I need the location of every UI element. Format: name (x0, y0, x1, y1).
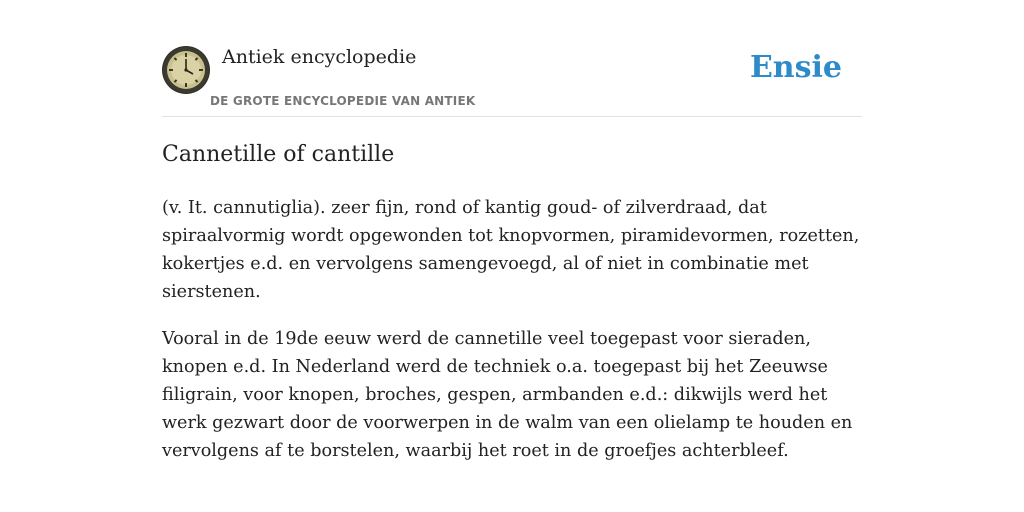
brand-logo[interactable]: Ensie (749, 50, 842, 85)
site-title[interactable]: Antiek encyclopedie (222, 46, 417, 68)
antique-clock-icon[interactable] (162, 46, 210, 94)
site-subtitle: DE GROTE ENCYCLOPEDIE VAN ANTIEK (210, 94, 476, 108)
entry-paragraph: Vooral in de 19de eeuw werd de cannetille veel toegepast voor sieraden, knopen e.d. In Nederland werd de techniek o.a. toegepast bij het Zeeuwse filigrain, voor knopen, broches, gespen, armbanden e.d.: dikwijls werd het werk gezwart door de voorwerpen in de walm van een olielamp te houden en vervolgens af te borstelen, waarbij het roet in de groefjes achterbleef. (162, 329, 853, 461)
entry-title: Cannetille of cantille (162, 142, 395, 167)
article (162, 140, 867, 484)
entry-paragraph: (v. It. cannutiglia). zeer fijn, rond of kantig goud- of zilverdraad, dat spiraalvormig wordt opgewonden tot knopvormen, piramidevormen, rozetten, kokertjes e.d. en vervolgens samengevoegd, al of niet in combinatie met sierstenen. (162, 198, 860, 302)
site-header (162, 44, 862, 117)
